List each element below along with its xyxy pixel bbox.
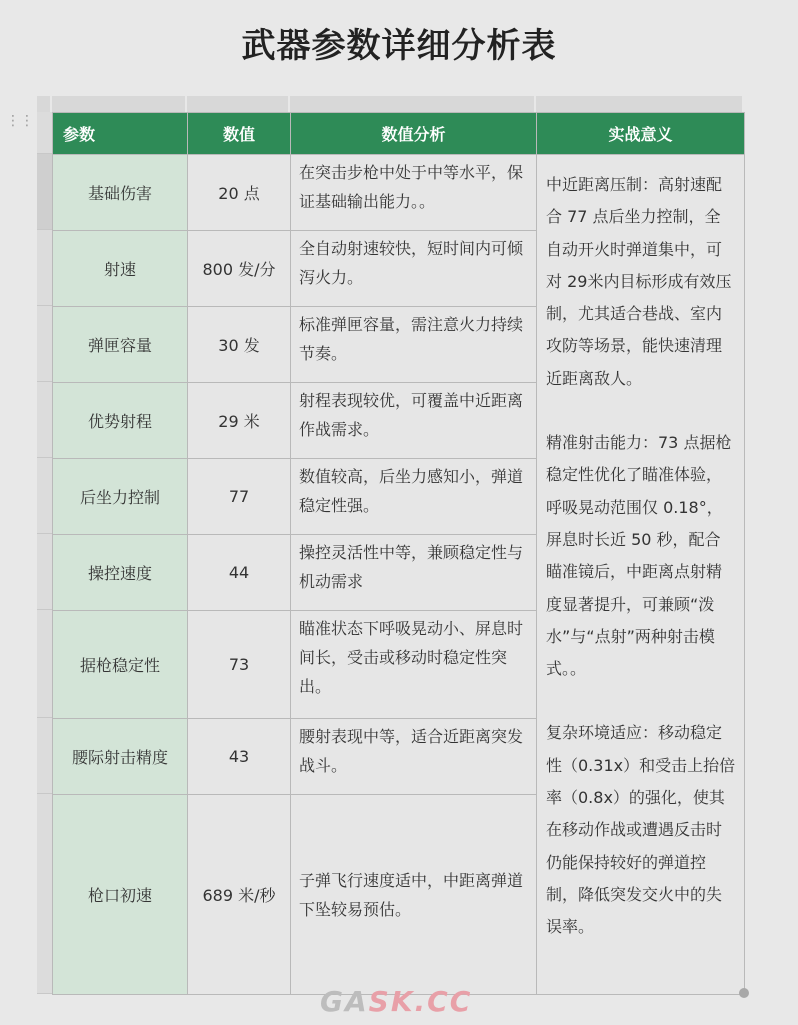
param-cell[interactable]: 腰际射击精度 — [53, 719, 188, 795]
header-meaning: 实战意义 — [537, 113, 745, 155]
analysis-cell[interactable]: 瞄准状态下呼吸晃动小、屏息时间长，受击或移动时稳定性突出。 — [291, 611, 537, 719]
column-selector-analysis[interactable] — [290, 96, 536, 112]
analysis-cell[interactable]: 数值较高，后坐力感知小，弹道稳定性强。 — [291, 459, 537, 535]
watermark-part2: SK.CC — [368, 985, 473, 1018]
param-cell[interactable]: 枪口初速 — [53, 795, 188, 995]
param-cell[interactable]: 基础伤害 — [53, 155, 188, 231]
row-selector[interactable] — [37, 458, 52, 534]
analysis-cell[interactable]: 操控灵活性中等，兼顾稳定性与机动需求 — [291, 535, 537, 611]
watermark — [320, 985, 472, 1018]
row-selector[interactable] — [37, 534, 52, 610]
analysis-cell[interactable]: 子弹飞行速度适中，中距离弹道下坠较易预估。 — [291, 795, 537, 995]
analysis-cell[interactable]: 在突击步枪中处于中等水平，保证基础输出能力。。 — [291, 155, 537, 231]
value-cell[interactable]: 689 米/秒 — [188, 795, 291, 995]
param-cell[interactable]: 据枪稳定性 — [53, 611, 188, 719]
table-header-row — [53, 113, 745, 155]
analysis-cell[interactable]: 标准弹匣容量，需注意火力持续节奏。 — [291, 307, 537, 383]
row-selector[interactable] — [37, 794, 52, 994]
param-cell[interactable]: 射速 — [53, 231, 188, 307]
row-selector[interactable] — [37, 382, 52, 458]
row-selector[interactable] — [37, 610, 52, 718]
row-selector[interactable] — [37, 154, 52, 230]
param-cell[interactable]: 后坐力控制 — [53, 459, 188, 535]
meaning-paragraph: 精准射击能力：73 点据枪稳定性优化了瞄准体验，呼吸晃动范围仅 0.18°，屏息时长近 50 秒，配合瞄准镜后，中距离点射精度显著提升，可兼顾“泼水”与“点射”两种射击模式。。 — [546, 433, 732, 679]
weapon-parameter-table — [52, 112, 745, 995]
meaning-paragraph: 中近距离压制：高射速配合 77 点后坐力控制，全自动开火时弹道集中，可对 29米内目标形成有效压制，尤其适合巷战、室内攻防等场景，能快速清理近距离敌人。 — [546, 175, 732, 388]
header-value: 数值 — [188, 113, 291, 155]
column-selector-param[interactable] — [52, 96, 187, 112]
value-cell[interactable]: 800 发/分 — [188, 231, 291, 307]
param-cell[interactable]: 操控速度 — [53, 535, 188, 611]
value-cell[interactable]: 43 — [188, 719, 291, 795]
param-cell[interactable]: 优势射程 — [53, 383, 188, 459]
value-cell[interactable]: 30 发 — [188, 307, 291, 383]
resize-handle-icon[interactable] — [739, 988, 749, 998]
column-selector-corner[interactable] — [37, 96, 52, 112]
table-row — [53, 155, 745, 231]
meaning-paragraph: 复杂环境适应：移动稳定性（0.31x）和受击上抬倍率（0.8x）的强化，使其在移动作战或遭遇反击时仍能保持较好的弹道控制，降低突发交火中的失误率。 — [546, 723, 736, 937]
meaning-cell[interactable] — [537, 155, 745, 995]
row-selector-gutter[interactable] — [37, 112, 52, 994]
header-param: 参数 — [53, 113, 188, 155]
header-analysis: 数值分析 — [291, 113, 537, 155]
row-selector[interactable] — [37, 718, 52, 794]
value-cell[interactable]: 44 — [188, 535, 291, 611]
page-title: 武器参数详细分析表 — [241, 26, 557, 66]
column-header-bar — [37, 96, 744, 112]
row-selector[interactable] — [37, 230, 52, 306]
row-selector[interactable] — [37, 112, 52, 154]
analysis-table-container — [37, 96, 745, 994]
value-cell[interactable]: 29 米 — [188, 383, 291, 459]
drag-handle-icon[interactable]: ⋮⋮ — [6, 113, 34, 129]
analysis-cell[interactable]: 射程表现较优，可覆盖中近距离作战需求。 — [291, 383, 537, 459]
value-cell[interactable]: 20 点 — [188, 155, 291, 231]
analysis-cell[interactable]: 腰射表现中等，适合近距离突发战斗。 — [291, 719, 537, 795]
column-selector-meaning[interactable] — [536, 96, 744, 112]
analysis-cell[interactable]: 全自动射速较快，短时间内可倾泻火力。 — [291, 231, 537, 307]
column-selector-value[interactable] — [187, 96, 290, 112]
watermark-part1: GA — [320, 985, 369, 1018]
param-cell[interactable]: 弹匣容量 — [53, 307, 188, 383]
row-selector[interactable] — [37, 306, 52, 382]
value-cell[interactable]: 73 — [188, 611, 291, 719]
value-cell[interactable]: 77 — [188, 459, 291, 535]
